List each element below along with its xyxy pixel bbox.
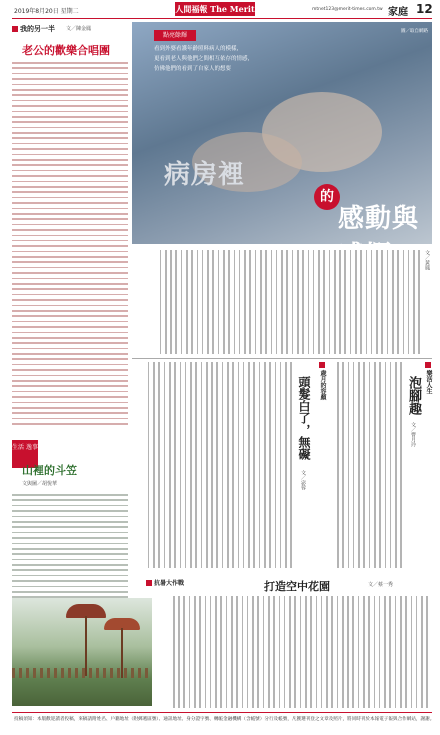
article-author: 文／曹月玲 [410,422,416,447]
header-rule [12,18,432,19]
issue-date: 2019年8月20日 星期二 [14,8,79,15]
mountain-hat-article [12,416,128,596]
fence-shape [12,668,152,678]
section-label-lohas: 樂活人生 [424,362,433,394]
footer-rule [12,712,432,713]
garden-photo [12,598,152,706]
article-title-white-hair: 頭髮白了，無礙 [297,376,311,460]
main-article-author: 文／黃鳳 [424,250,430,270]
article-author: 文／陳金鳳 [66,26,92,32]
red-square-icon [425,362,431,368]
red-square-icon [146,580,152,586]
hero-tagline: 點亮餘輝 [154,30,196,41]
section-label-heat: 抗暑大作戰 [146,578,184,587]
photo-credit: 圖／取自網路 [401,29,428,34]
white-hair-body [136,362,292,568]
sky-garden-body [158,596,428,708]
red-square-icon [12,26,18,32]
article-title: 山裡的斗笠 [22,464,77,477]
section-name: 家庭 [388,7,408,18]
main-article-body [136,250,420,354]
left-column [12,22,128,582]
page-header [0,0,440,20]
section-label-aging: 歲月的容顏 [318,362,327,400]
life-anecdote-tag: 生活 逸事 [12,440,38,468]
article-title: 老公的歡樂合唱團 [22,44,110,57]
foot-soak-body [328,362,402,568]
headline-part-2: 感動與感慨 [338,204,420,271]
umbrella-pole [85,616,87,676]
article-title-foot-soak: 泡腳趣 [406,376,421,415]
section-divider [132,358,432,359]
headline-connector: 的 [314,184,340,210]
section-label-my-other-half: 我的另一半 [12,24,55,34]
masthead-logo: 人間福報 The Merit [175,4,255,14]
contact-email: mtnet123@merit-times.com.tw [312,7,383,12]
article-body [12,494,128,602]
hero-caption: 看到外婆看護年齡照料病人的模樣， 更看到老人與他們之間相互依存的情感， 仿佛他們的看到了自家人的想要 [154,46,254,72]
article-author: 文與圖／胡悅華 [22,481,58,487]
article-title: 打造空中花園 [264,580,330,593]
article-author: 文／宓蓉 [300,470,306,490]
article-author: 文／蔡一秀 [368,582,394,588]
article-body [12,62,128,430]
red-square-icon [319,362,325,368]
submission-notice: 投稿須知：本版歡迎讀者投稿，來稿請附姓名、戶籍地址（附郵遞區號）、通訊地址、身分證字號、轉帳金融機構（含帳號）分行及帳號，凡獲選刊登之文章及照片，將同時刊於本報電子報與合作網站，謝謝。 [14,717,435,722]
headline-part-1: 病房裡 [164,160,246,190]
page-number: 12 [416,2,433,16]
